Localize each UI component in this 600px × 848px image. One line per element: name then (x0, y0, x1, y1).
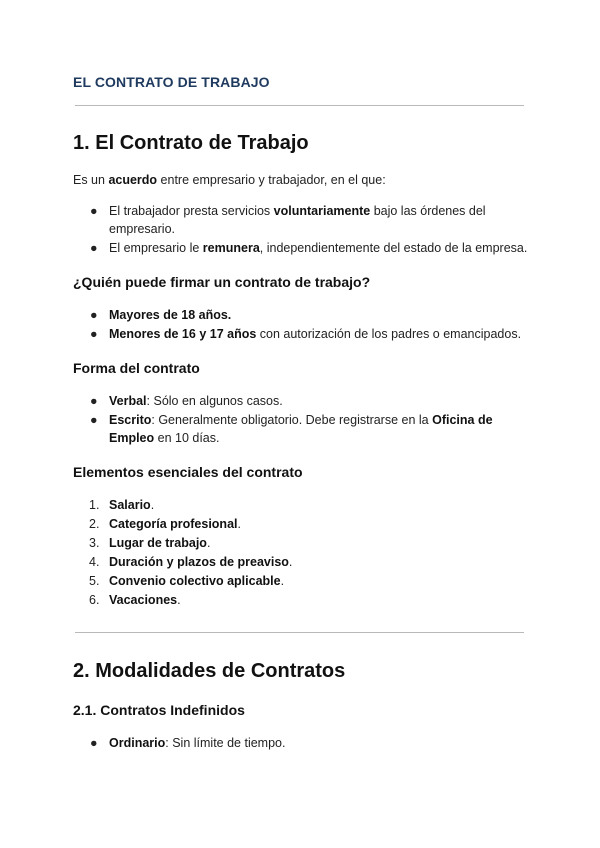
bullet-icon: ● (90, 204, 98, 218)
bullet-icon: ● (90, 308, 98, 322)
list-number: 3. (89, 536, 100, 550)
form-heading: Forma del contrato (73, 360, 200, 376)
elements-list (90, 496, 530, 609)
section-1-heading: 1. El Contrato de Trabajo (73, 132, 309, 154)
subsection-2-1-list (90, 734, 530, 752)
intro-bold-term: acuerdo (108, 173, 158, 187)
form-list (90, 392, 530, 447)
list-item: 2. Categoría profesional. (89, 517, 241, 531)
list-item: ● Ordinario: Sin límite de tiempo. (90, 736, 286, 750)
list-item: 5. Convenio colectivo aplicable. (89, 574, 285, 588)
divider-top (75, 105, 524, 106)
list-number: 1. (89, 498, 100, 512)
list-item: 6. Vacaciones. (89, 593, 181, 607)
list-item: 3. Lugar de trabajo. (89, 536, 211, 550)
divider-section-2 (75, 632, 524, 633)
section-1-bullets (90, 202, 530, 257)
bullet-icon: ● (90, 394, 98, 408)
list-item: 4. Duración y plazos de preaviso. (89, 555, 293, 569)
bullet-icon: ● (90, 327, 98, 341)
list-number: 6. (89, 593, 100, 607)
list-number: 2. (89, 517, 100, 531)
who-list (90, 306, 530, 343)
bullet-icon: ● (90, 413, 98, 427)
list-item: ● Escrito: Generalmente obligatorio. Debe registrarse en la Oficina de Empleo en 10 días. (90, 413, 493, 445)
bullet-icon: ● (90, 241, 98, 255)
bullet-icon: ● (90, 736, 98, 750)
document-title: EL CONTRATO DE TRABAJO (73, 74, 270, 90)
who-heading: ¿Quién puede firmar un contrato de trabajo? (73, 274, 371, 290)
list-item: ● Mayores de 18 años. (90, 308, 232, 322)
list-number: 5. (89, 574, 100, 588)
section-1-intro: Es un acuerdo entre empresario y trabajador, en el que: (73, 173, 386, 187)
list-item: 1. Salario. (89, 498, 155, 512)
list-item: ● El trabajador presta servicios voluntariamente bajo las órdenes del empresario. (90, 204, 486, 236)
list-item: ● El empresario le remunera, independientemente del estado de la empresa. (90, 241, 528, 255)
section-2-heading: 2. Modalidades de Contratos (73, 660, 346, 682)
subsection-2-1-heading: 2.1. Contratos Indefinidos (73, 702, 245, 718)
elements-heading: Elementos esenciales del contrato (73, 464, 303, 480)
list-number: 4. (89, 555, 100, 569)
list-item: ● Verbal: Sólo en algunos casos. (90, 394, 283, 408)
list-item: ● Menores de 16 y 17 años con autorización de los padres o emancipados. (90, 327, 522, 341)
